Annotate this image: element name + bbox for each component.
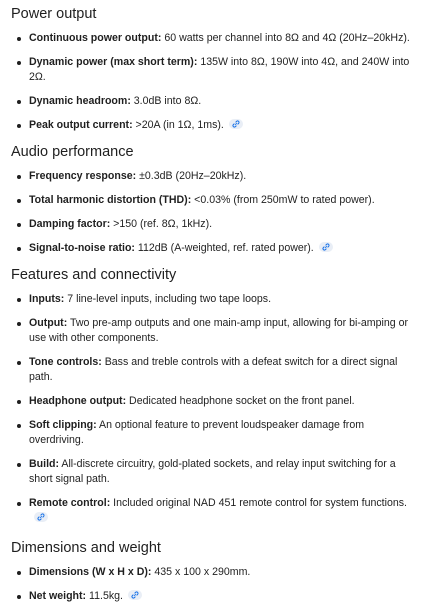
- bullet-dot: [17, 37, 21, 41]
- list-item: [11, 55, 417, 85]
- item-label: Tone controls:: [29, 356, 102, 368]
- bullet-dot: [17, 223, 21, 227]
- section-dimensions-weight: [11, 539, 417, 604]
- item-label: Damping factor:: [29, 218, 111, 230]
- list-item: [11, 241, 417, 256]
- list-item: [11, 496, 417, 526]
- item-text: 3.0dB into 8Ω.: [130, 95, 202, 107]
- bullet-dot: [17, 400, 21, 404]
- section-title: Power output: [11, 6, 97, 22]
- link-icon: [131, 591, 139, 599]
- source-link-chip[interactable]: [34, 512, 48, 522]
- list-item: [11, 316, 417, 346]
- bullet-list: [11, 31, 417, 133]
- bullet-dot: [17, 175, 21, 179]
- bullet-dot: [17, 571, 21, 575]
- item-label: Inputs:: [29, 293, 65, 305]
- item-label: Output:: [29, 317, 68, 329]
- source-link-chip[interactable]: [128, 590, 142, 600]
- item-label: Dynamic headroom:: [29, 95, 131, 107]
- item-text: Dedicated headphone socket on the front panel.: [126, 395, 355, 407]
- item-text: An optional feature to prevent loudspeaker damage from overdriving.: [29, 419, 365, 446]
- item-text: Two pre-amp outputs and one main-amp input, allowing for bi-amping or use with other components.: [29, 317, 409, 344]
- item-label: Peak output current:: [29, 119, 133, 131]
- item-text: 60 watts per channel into 8Ω and 4Ω (20Hz–20kHz).: [161, 32, 410, 44]
- bullet-dot: [17, 61, 21, 65]
- list-item: [11, 94, 417, 109]
- item-text: <0.03% (from 250mW to rated power).: [191, 194, 375, 206]
- bullet-list: [11, 169, 417, 256]
- list-item: [11, 355, 417, 385]
- item-label: Dynamic power (max short term):: [29, 56, 198, 68]
- link-icon: [37, 513, 45, 521]
- item-text: >150 (ref. 8Ω, 1kHz).: [110, 218, 213, 230]
- section-features-connectivity: [11, 266, 417, 526]
- item-label: Net weight:: [29, 590, 87, 602]
- bullet-dot: [17, 424, 21, 428]
- item-label: Build:: [29, 458, 60, 470]
- section-title: Features and connectivity: [11, 267, 177, 283]
- list-item: [11, 565, 417, 580]
- bullet-dot: [17, 595, 21, 599]
- list-item: [11, 418, 417, 448]
- list-item: [11, 193, 417, 208]
- item-text: ±0.3dB (20Hz–20kHz).: [136, 170, 247, 182]
- item-text: 435 x 100 x 290mm.: [151, 566, 251, 578]
- item-label: Total harmonic distortion (THD):: [29, 194, 192, 206]
- list-item: [11, 394, 417, 409]
- item-text: 112dB (A-weighted, ref. rated power).: [134, 242, 314, 254]
- list-item: [11, 217, 417, 232]
- section-power-output: [11, 5, 417, 133]
- item-text: >20A (in 1Ω, 1ms).: [132, 119, 224, 131]
- item-text: 7 line-level inputs, including two tape loops.: [64, 293, 272, 305]
- list-item: [11, 31, 417, 46]
- list-item: [11, 292, 417, 307]
- bullet-list: [11, 292, 417, 526]
- section-audio-performance: [11, 143, 417, 256]
- list-item: [11, 589, 417, 604]
- item-label: Headphone output:: [29, 395, 127, 407]
- item-label: Continuous power output:: [29, 32, 162, 44]
- item-text: All-discrete circuitry, gold-plated sockets, and relay input switching for a short signal path.: [29, 458, 396, 485]
- item-label: Frequency response:: [29, 170, 137, 182]
- bullet-dot: [17, 463, 21, 467]
- bullet-dot: [17, 100, 21, 104]
- item-label: Soft clipping:: [29, 419, 97, 431]
- list-item: [11, 118, 417, 133]
- source-link-chip[interactable]: [319, 242, 333, 252]
- bullet-dot: [17, 247, 21, 251]
- item-text: Included original NAD 451 remote control for system functions.: [110, 497, 407, 509]
- bullet-dot: [17, 199, 21, 203]
- item-label: Remote control:: [29, 497, 111, 509]
- source-link-chip[interactable]: [229, 119, 243, 129]
- item-text: 11.5kg.: [86, 590, 124, 602]
- item-label: Dimensions (W x H x D):: [29, 566, 152, 578]
- list-item: [11, 457, 417, 487]
- item-text: 135W into 8Ω, 190W into 4Ω, and 240W into 2Ω.: [29, 56, 410, 83]
- section-title: Audio performance: [11, 144, 134, 160]
- bullet-list: [11, 565, 417, 604]
- bullet-dot: [17, 298, 21, 302]
- bullet-dot: [17, 124, 21, 128]
- item-label: Signal-to-noise ratio:: [29, 242, 135, 254]
- section-title: Dimensions and weight: [11, 540, 161, 556]
- item-text: Bass and treble controls with a defeat switch for a direct signal path.: [29, 356, 398, 383]
- bullet-dot: [17, 322, 21, 326]
- bullet-dot: [17, 361, 21, 365]
- bullet-dot: [17, 502, 21, 506]
- link-icon: [232, 120, 240, 128]
- link-icon: [322, 243, 330, 251]
- list-item: [11, 169, 417, 184]
